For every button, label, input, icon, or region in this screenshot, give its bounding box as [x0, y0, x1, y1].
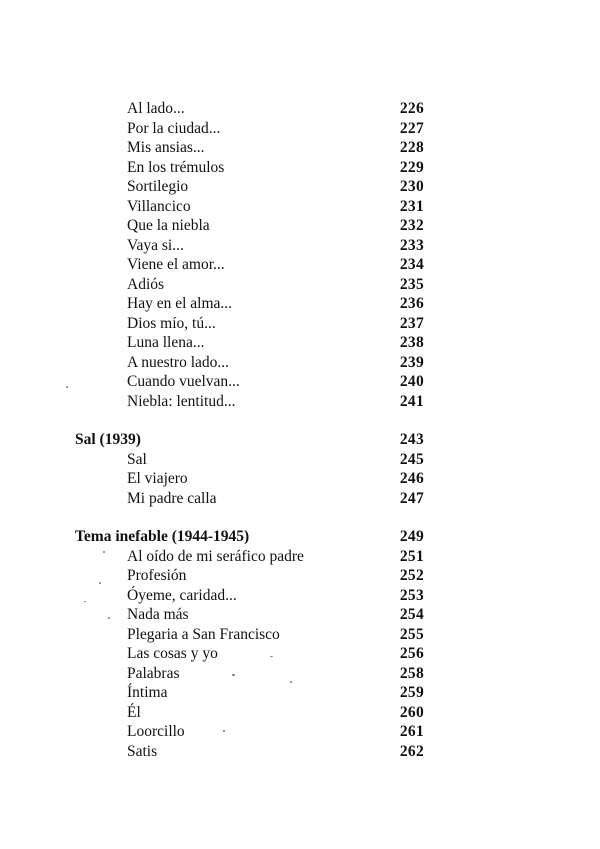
entry-title: Mis ansias... — [127, 139, 205, 156]
entry-page-number: 231 — [399, 197, 424, 215]
toc-entry — [0, 644, 600, 664]
entry-page-number: 252 — [399, 567, 424, 584]
toc-entry — [0, 197, 600, 217]
toc-entry — [0, 742, 600, 762]
toc-entry — [0, 294, 600, 314]
scan-speck — [84, 601, 86, 602]
entry-page-number: 251 — [399, 547, 424, 565]
entry-page-number: 256 — [399, 645, 424, 662]
scan-speck — [232, 674, 235, 676]
entry-page-number: 234 — [399, 256, 424, 273]
entry-page-number: 260 — [399, 703, 424, 721]
toc-entry — [0, 138, 600, 158]
toc-entry — [0, 158, 600, 178]
entry-page-number: 238 — [399, 334, 424, 351]
entry-page-number: 262 — [399, 742, 424, 760]
section-heading-page-number: 243 — [399, 431, 424, 448]
entry-title: Profesión — [127, 567, 187, 584]
entry-page-number: 254 — [399, 606, 424, 623]
entry-title: Al oído de mi seráfico padre — [127, 547, 304, 565]
entry-title: Loorcillo — [127, 723, 185, 740]
entry-title: Sal — [127, 450, 147, 468]
section-heading — [0, 527, 600, 547]
toc-entry — [0, 314, 600, 334]
scan-speck — [290, 681, 292, 683]
toc-entry — [0, 99, 600, 119]
section-heading-title: Tema inefable (1944-1945) — [75, 528, 250, 545]
entry-page-number: 246 — [399, 470, 424, 487]
entry-page-number: 230 — [399, 178, 424, 195]
toc-entry — [0, 392, 600, 412]
section-heading-page-number: 249 — [399, 528, 424, 545]
entry-title: Por la ciudad... — [127, 119, 221, 137]
toc-entry — [0, 236, 600, 256]
entry-page-number: 240 — [399, 373, 424, 390]
entry-page-number: 228 — [399, 139, 424, 156]
entry-title: Mi padre calla — [127, 489, 217, 507]
entry-page-number: 255 — [399, 625, 424, 643]
toc-entry — [0, 469, 600, 489]
toc-entry — [0, 450, 600, 470]
toc-entry — [0, 255, 600, 275]
entry-title: Las cosas y yo — [127, 645, 218, 662]
toc-entry — [0, 664, 600, 684]
toc-entry — [0, 177, 600, 197]
entry-title: Al lado... — [127, 100, 185, 117]
entry-page-number: 245 — [399, 450, 424, 468]
entry-title: En los trémulos — [127, 158, 225, 176]
entry-page-number: 235 — [399, 275, 424, 293]
entry-page-number: 229 — [399, 158, 424, 176]
toc-entry — [0, 119, 600, 139]
scan-speck — [108, 617, 110, 619]
entry-page-number: 226 — [399, 100, 424, 117]
entry-title: Villancico — [127, 197, 191, 215]
entry-page-number: 232 — [399, 217, 424, 234]
entry-title: Íntima — [127, 684, 168, 701]
entry-title: Sortilegio — [127, 178, 189, 195]
entry-page-number: 239 — [399, 353, 424, 371]
scan-speck — [66, 386, 68, 388]
entry-page-number: 258 — [399, 664, 424, 682]
entry-page-number: 237 — [399, 314, 424, 332]
entry-title: Hay en el alma... — [127, 295, 233, 312]
entry-title: A nuestro lado... — [127, 353, 230, 371]
scan-speck — [103, 551, 105, 553]
entry-page-number: 261 — [399, 723, 424, 740]
section-heading-title: Sal (1939) — [75, 431, 141, 448]
entry-title: Adiós — [127, 275, 165, 293]
entry-title: Luna llena... — [127, 334, 205, 351]
entry-title: Satis — [127, 742, 158, 760]
toc-entry — [0, 372, 600, 392]
toc-section-sal — [0, 430, 600, 508]
toc-entry — [0, 566, 600, 586]
toc-entry — [0, 333, 600, 353]
entry-title: El viajero — [127, 470, 188, 487]
toc-entry — [0, 353, 600, 373]
toc-entry — [0, 703, 600, 723]
entry-page-number: 247 — [399, 489, 424, 507]
scan-speck — [223, 730, 225, 732]
entry-title: Vaya si... — [127, 236, 184, 254]
toc-section-continued — [0, 99, 600, 411]
entry-title: Dios mío, tú... — [127, 314, 216, 332]
toc-entry — [0, 216, 600, 236]
toc-entry — [0, 489, 600, 509]
entry-title: Niebla: lentitud... — [127, 392, 236, 410]
toc-entry — [0, 625, 600, 645]
entry-page-number: 253 — [399, 586, 424, 604]
entry-title: Nada más — [127, 606, 189, 623]
entry-title: Plegaria a San Francisco — [127, 625, 280, 643]
scan-speck — [270, 656, 273, 657]
entry-page-number: 236 — [399, 295, 424, 312]
toc-section-tema-inefable — [0, 527, 600, 761]
entry-page-number: 241 — [399, 392, 424, 410]
entry-title: Él — [127, 703, 141, 721]
entry-title: Palabras — [127, 664, 180, 682]
entry-title: Óyeme, caridad... — [127, 586, 237, 604]
toc-entry — [0, 683, 600, 703]
entry-page-number: 259 — [399, 684, 424, 701]
entry-title: Viene el amor... — [127, 256, 225, 273]
toc-entry — [0, 547, 600, 567]
toc-entry — [0, 605, 600, 625]
entry-title: Que la niebla — [127, 217, 210, 234]
entry-page-number: 233 — [399, 236, 424, 254]
toc-entry — [0, 722, 600, 742]
scan-speck — [99, 582, 101, 584]
toc-entry — [0, 275, 600, 295]
section-heading — [0, 430, 600, 450]
toc-entry — [0, 586, 600, 606]
entry-page-number: 227 — [399, 119, 424, 137]
entry-title: Cuando vuelvan... — [127, 373, 240, 390]
